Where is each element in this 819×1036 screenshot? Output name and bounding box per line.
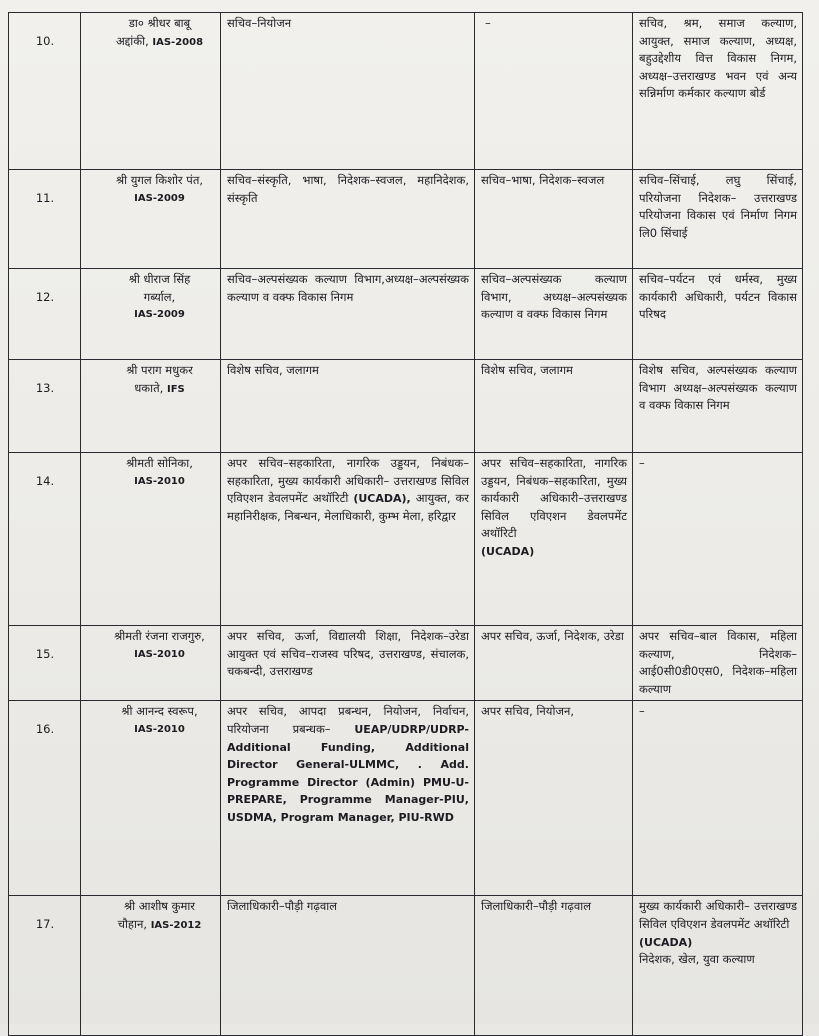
additional-charge: – (633, 701, 803, 896)
service-batch: IAS-2009 (134, 309, 185, 321)
officer-name-line1: डा० श्रीधर बाबू (128, 16, 191, 30)
ucada-abbreviation: (UCADA) (481, 544, 535, 558)
officer-name-line2: गर्ब्याल, (143, 289, 176, 304)
officer-name (81, 453, 221, 626)
serial-number: 13. (9, 360, 81, 453)
officer-name-line2: धकाते, (134, 380, 164, 395)
officer-name (81, 13, 221, 170)
table-row (9, 269, 803, 360)
current-posting: विशेष सचिव, जलागम (221, 360, 475, 453)
additional-charge: विशेष सचिव, अल्पसंख्यक कल्याण विभाग अध्यक्ष–अल्पसंख्यक कल्याण व वक्फ विकास निगम (633, 360, 803, 453)
current-posting: सचिव–नियोजन (221, 13, 475, 170)
officer-name (81, 269, 221, 360)
officer-name-line1: श्री आनन्द स्वरूप, (121, 704, 198, 719)
officer-name-line1: श्रीमती रंजना राजगुरु, (114, 629, 205, 643)
table-row (9, 701, 803, 896)
officer-transfer-table (8, 12, 803, 1036)
officer-name-line1: श्री धीराज सिंह (128, 272, 191, 286)
retained-posting: सचिव–भाषा, निदेशक–स्वजल (475, 170, 633, 269)
additional-charge: सचिव–सिंचाई, लघु सिंचाई, परियोजना निदेशक– उत्तराखण्ड परियोजना विकास एवं निर्माण निगम लि0 सिंचाई (633, 170, 803, 269)
retained-posting: – (475, 13, 633, 170)
officer-name (81, 626, 221, 701)
additional-charge: सचिव–पर्यटन एवं धर्मस्व, मुख्य कार्यकारी अधिकारी, पर्यटन विकास परिषद (633, 269, 803, 360)
serial-number: 17. (9, 896, 81, 1036)
officer-name-line2: अद्दांकी, (115, 33, 149, 48)
table-row (9, 360, 803, 453)
service-batch: IFS (166, 383, 185, 395)
additional-charge-text: निदेशक, खेल, युवा कल्याण (639, 952, 755, 967)
officer-name-line1: श्री पराग मधुकर (126, 363, 193, 377)
serial-number: 14. (9, 453, 81, 626)
table-row (9, 453, 803, 626)
ucada-abbreviation: (UCADA) (639, 935, 693, 949)
table-row (9, 13, 803, 170)
current-posting: सचिव–संस्कृति, भाषा, निदेशक–स्वजल, महानिदेशक, संस्कृति (221, 170, 475, 269)
table-row (9, 626, 803, 701)
officer-name (81, 360, 221, 453)
table-row (9, 170, 803, 269)
table-row (9, 896, 803, 1036)
retained-posting (475, 453, 633, 626)
officer-name-line1: श्री आशीष कुमार (123, 899, 196, 914)
officer-name (81, 896, 221, 1036)
officer-name-line1: श्रीमती सोनिका, (126, 456, 193, 470)
service-batch: IAS-2012 (150, 919, 202, 931)
officer-name-line1: श्री युगल किशोर पंत, (115, 173, 204, 187)
service-batch: IAS-2010 (134, 723, 185, 735)
ucada-abbreviation: (UCADA), (353, 492, 411, 506)
current-posting-text: अपर सचिव–सहकारिता, नागरिक उड्डयन, निबंधक–सहकारिता, मुख्य कार्यकारी अधिकारी– उत्तराखण्ड सिविल एविएशन डेवलपमेंट अथॉरिटी (227, 456, 469, 506)
serial-number: 16. (9, 701, 81, 896)
additional-charge: अपर सचिव–बाल विकास, महिला कल्याण, निदेशक–आई0सी0डी0एस0, निदेशक–महिला कल्याण (633, 626, 803, 701)
retained-posting: सचिव–अल्पसंख्यक कल्याण विभाग, अध्यक्ष–अल्पसंख्यक कल्याण व वक्फ विकास निगम (475, 269, 633, 360)
retained-posting: अपर सचिव, नियोजन, (475, 701, 633, 896)
retained-posting: विशेष सचिव, जलागम (475, 360, 633, 453)
serial-number: 10. (9, 13, 81, 170)
retained-posting: जिलाधिकारी–पौड़ी गढ़वाल (475, 896, 633, 1036)
retained-posting-text: अपर सचिव–सहकारिता, नागरिक उड्डयन, निबंधक–सहकारिता, मुख्य कार्यकारी अधिकारी–उत्तराखण्ड सिविल एविएशन डेवलपमेंट अथॉरिटी (481, 456, 627, 541)
officer-name (81, 701, 221, 896)
serial-number: 12. (9, 269, 81, 360)
additional-charge: सचिव, श्रम, समाज कल्याण, आयुक्त, समाज कल्याण, अध्यक्ष, बहुउद्देशीय वित्त विकास निगम, अध्यक्ष–उत्तराखण्ड भवन एवं अन्य सन्निर्माण कर्मकार कल्याण बोर्ड (633, 13, 803, 170)
serial-number: 11. (9, 170, 81, 269)
service-batch: IAS-2010 (134, 648, 185, 660)
current-posting: सचिव–अल्पसंख्यक कल्याण विभाग,अध्यक्ष–अल्पसंख्यक कल्याण व वक्फ विकास निगम (221, 269, 475, 360)
service-batch: IAS-2010 (134, 475, 185, 487)
officer-name-line2: चौहान, (117, 916, 148, 931)
current-posting (221, 453, 475, 626)
current-posting (221, 701, 475, 896)
current-posting: जिलाधिकारी–पौड़ी गढ़वाल (221, 896, 475, 1036)
serial-number: 15. (9, 626, 81, 701)
additional-charge (633, 896, 803, 1036)
current-posting: अपर सचिव, ऊर्जा, विद्यालयी शिक्षा, निदेशक–उरेडा आयुक्त एवं सचिव–राजस्व परिषद, उत्तराखण्ड, संचालक, चकबन्दी, उत्तराखण्ड (221, 626, 475, 701)
additional-charge-text: मुख्य कार्यकारी अधिकारी– उत्तराखण्ड सिविल एविएशन डेवलपमेंट अथॉरिटी (639, 899, 797, 931)
current-posting-text: अपर सचिव, आपदा प्रबन्धन, नियोजन, निर्वाचन, परियोजना प्रबन्धक– (227, 704, 469, 736)
additional-charge: – (633, 453, 803, 626)
retained-posting: अपर सचिव, ऊर्जा, निदेशक, उरेडा (475, 626, 633, 701)
service-batch: IAS-2009 (134, 192, 185, 204)
current-posting-text: आयुक्त, कर महानिरीक्षक, निबन्धन, मेलाधिकारी, कुम्भ मेला, हरिद्वार (227, 491, 469, 523)
project-names-english: UEAP/UDRP/UDRP-Additional Funding, Additional Director General-ULMMC, . Add. Programme Director (Admin) PMU-U-PREPARE, Programme Manager-PIU, USDMA, Program Manager, PIU-RWD (227, 722, 469, 824)
officer-name (81, 170, 221, 269)
service-batch: IAS-2008 (152, 36, 204, 48)
